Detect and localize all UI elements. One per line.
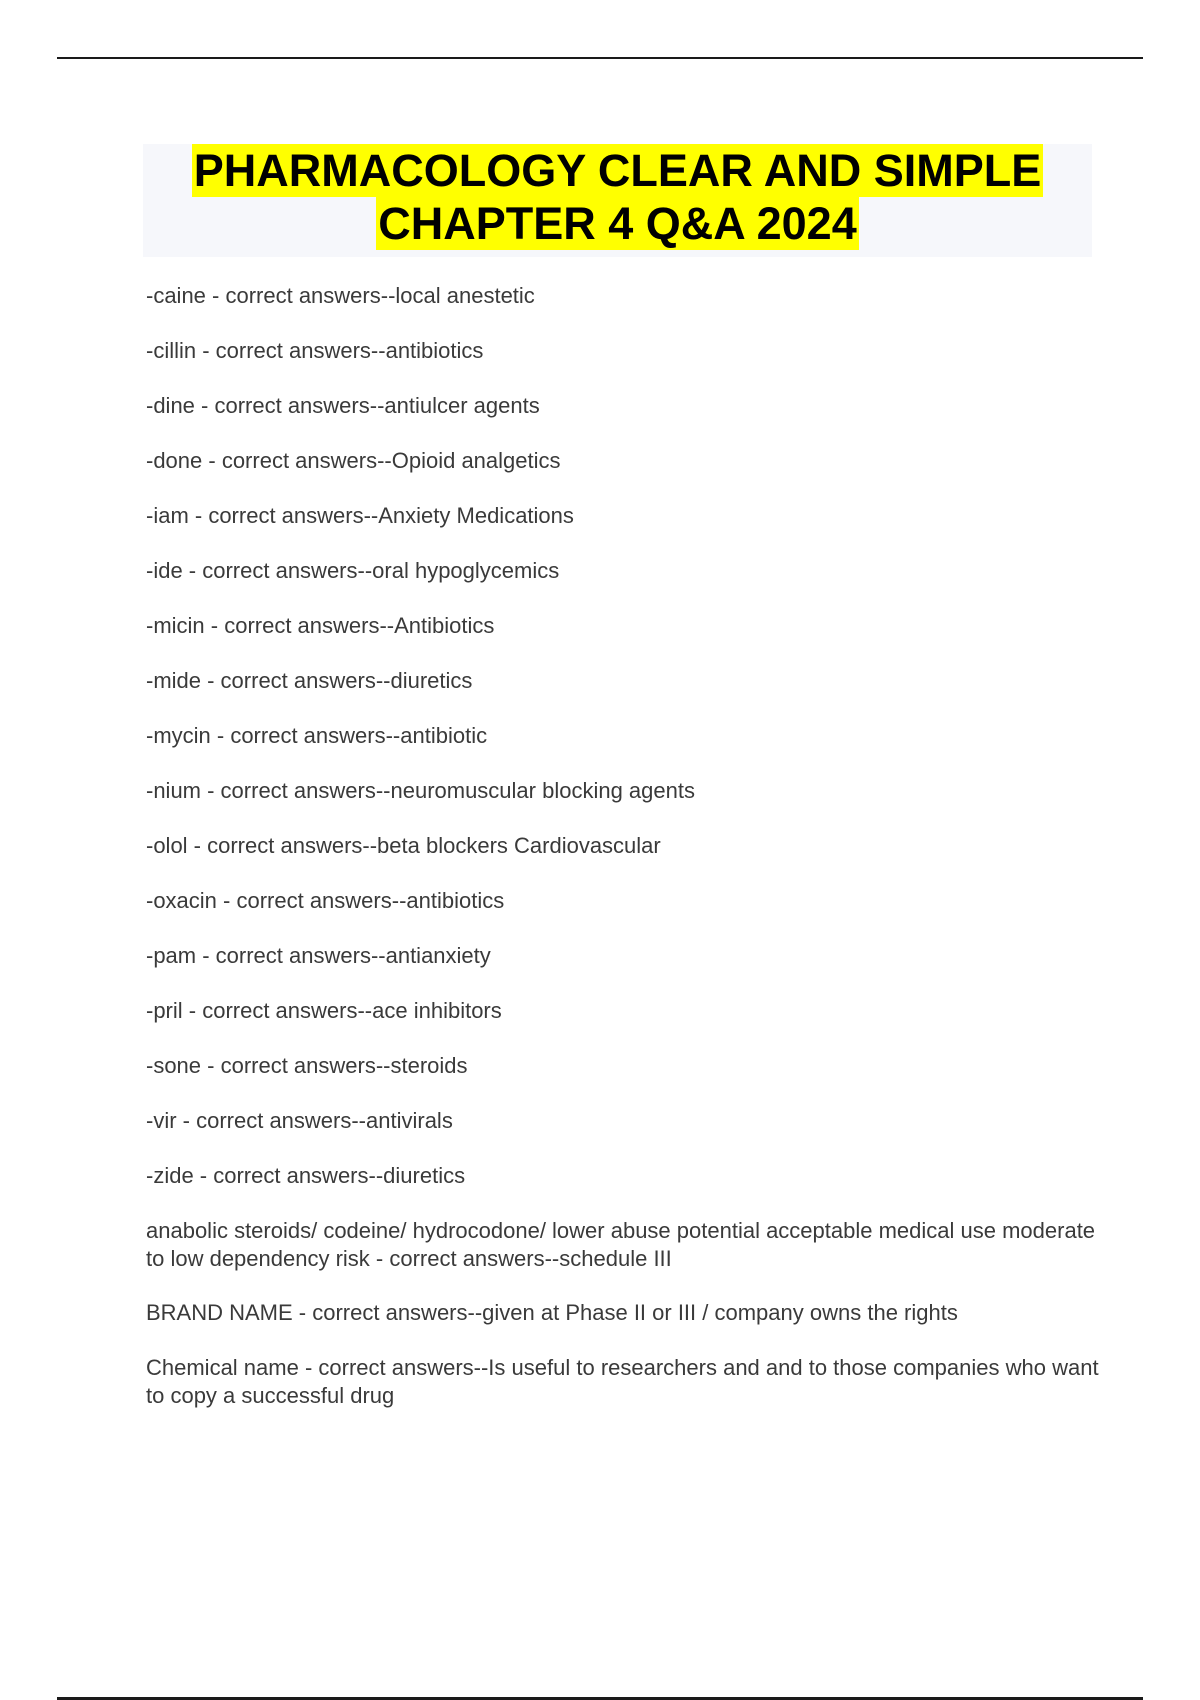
qa-item: -pam - correct answers--antianxiety (146, 943, 491, 968)
qa-item: -cillin - correct answers--antibiotics (146, 338, 484, 363)
qa-item: -olol - correct answers--beta blockers Cardiovascular (146, 833, 661, 858)
top-rule (57, 57, 1143, 59)
qa-item: -done - correct answers--Opioid analgetics (146, 448, 561, 473)
qa-item: -mide - correct answers--diuretics (146, 668, 473, 693)
qa-item: -mycin - correct answers--antibiotic (146, 723, 488, 748)
qa-item: anabolic steroids/ codeine/ hydrocodone/ lower abuse potential acceptable medical use moderate to low dependency risk - correct answers--schedule III (146, 1218, 1096, 1271)
title-line-1: PHARMACOLOGY CLEAR AND SIMPLE (193, 145, 1042, 196)
title-block (143, 144, 1092, 257)
qa-item: -caine - correct answers--local anestetic (146, 283, 535, 308)
qa-item: -dine - correct answers--antiulcer agents (146, 393, 540, 418)
qa-item: Chemical name - correct answers--Is useful to researchers and and to those companies who want to copy a successful drug (146, 1355, 1099, 1408)
qa-item: -oxacin - correct answers--antibiotics (146, 888, 505, 913)
qa-item: -sone - correct answers--steroids (146, 1053, 468, 1078)
title-line-2: CHAPTER 4 Q&A 2024 (378, 198, 857, 249)
qa-item: -micin - correct answers--Antibiotics (146, 613, 495, 638)
qa-item: BRAND NAME - correct answers--given at Phase II or III / company owns the rights (146, 1300, 958, 1325)
qa-item: -nium - correct answers--neuromuscular blocking agents (146, 778, 695, 803)
qa-item: -pril - correct answers--ace inhibitors (146, 998, 502, 1023)
qa-item: -iam - correct answers--Anxiety Medications (146, 503, 574, 528)
qa-item: -ide - correct answers--oral hypoglycemics (146, 558, 560, 583)
qa-list (146, 282, 1106, 1436)
qa-item: -zide - correct answers--diuretics (146, 1163, 466, 1188)
qa-item: -vir - correct answers--antivirals (146, 1108, 453, 1133)
